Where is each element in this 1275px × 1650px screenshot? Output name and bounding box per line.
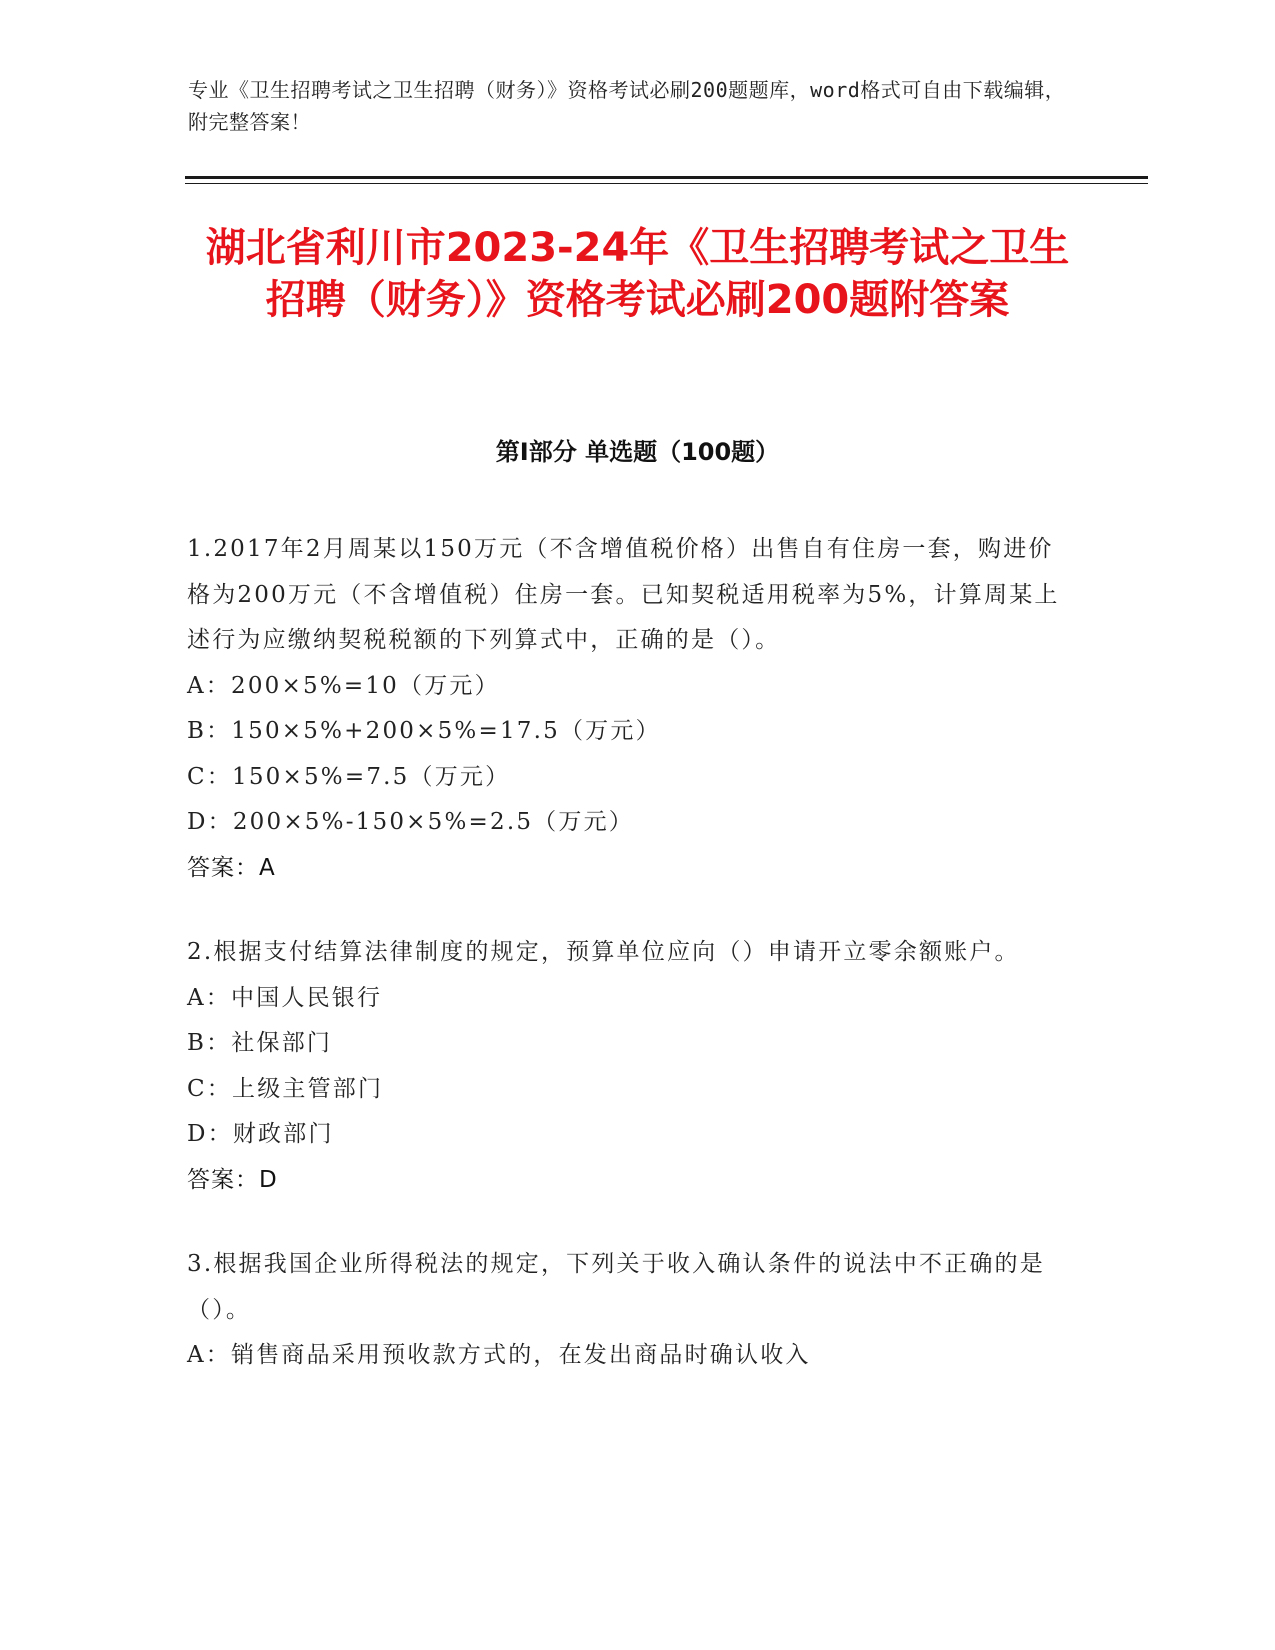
document-header-note: 专业《卫生招聘考试之卫生招聘（财务）》资格考试必刷200题题库，word格式可自由下载编辑，附完整答案！ [188,78,1066,134]
option-b: B：社保部门 [187,1030,333,1056]
document-title: 湖北省利川市2023-24年《卫生招聘考试之卫生招聘（财务）》资格考试必刷200题附答案 [205,225,1070,323]
question-list [187,527,1067,1418]
question-3 [187,1242,1067,1379]
answer: 答案：A [187,854,276,881]
option-a: A：200×5%=10（万元） [187,672,500,699]
option-c: C：上级主管部门 [187,1075,384,1102]
question-1 [187,527,1067,891]
header-divider-thick [185,176,1148,179]
question-stem: 3.根据我国企业所得税法的规定，下列关于收入确认条件的说法中不正确的是（）。 [187,1251,1045,1323]
option-a: A：销售商品采用预收款方式的，在发出商品时确认收入 [187,1342,811,1368]
option-b: B：150×5%+200×5%=17.5（万元） [187,718,661,744]
question-2 [187,930,1067,1203]
option-c: C：150×5%=7.5（万元） [187,763,511,790]
option-d: D：财政部门 [187,1121,334,1147]
option-a: A：中国人民银行 [187,984,383,1011]
section-heading: 第I部分 单选题（100题） [495,438,780,466]
header-divider-thin [185,183,1148,184]
answer: 答案：D [187,1166,278,1193]
question-stem: 2.根据支付结算法律制度的规定，预算单位应向（）申请开立零余额账户。 [187,939,1020,965]
question-stem: 1.2017年2月周某以150万元（不含增值税价格）出售自有住房一套，购进价格为200万元（不含增值税）住房一套。已知契税适用税率为5%，计算周某上述行为应缴纳契税税额的下列算式中，正确的是（）。 [187,536,1060,653]
option-d: D：200×5%-150×5%=2.5（万元） [187,809,634,835]
